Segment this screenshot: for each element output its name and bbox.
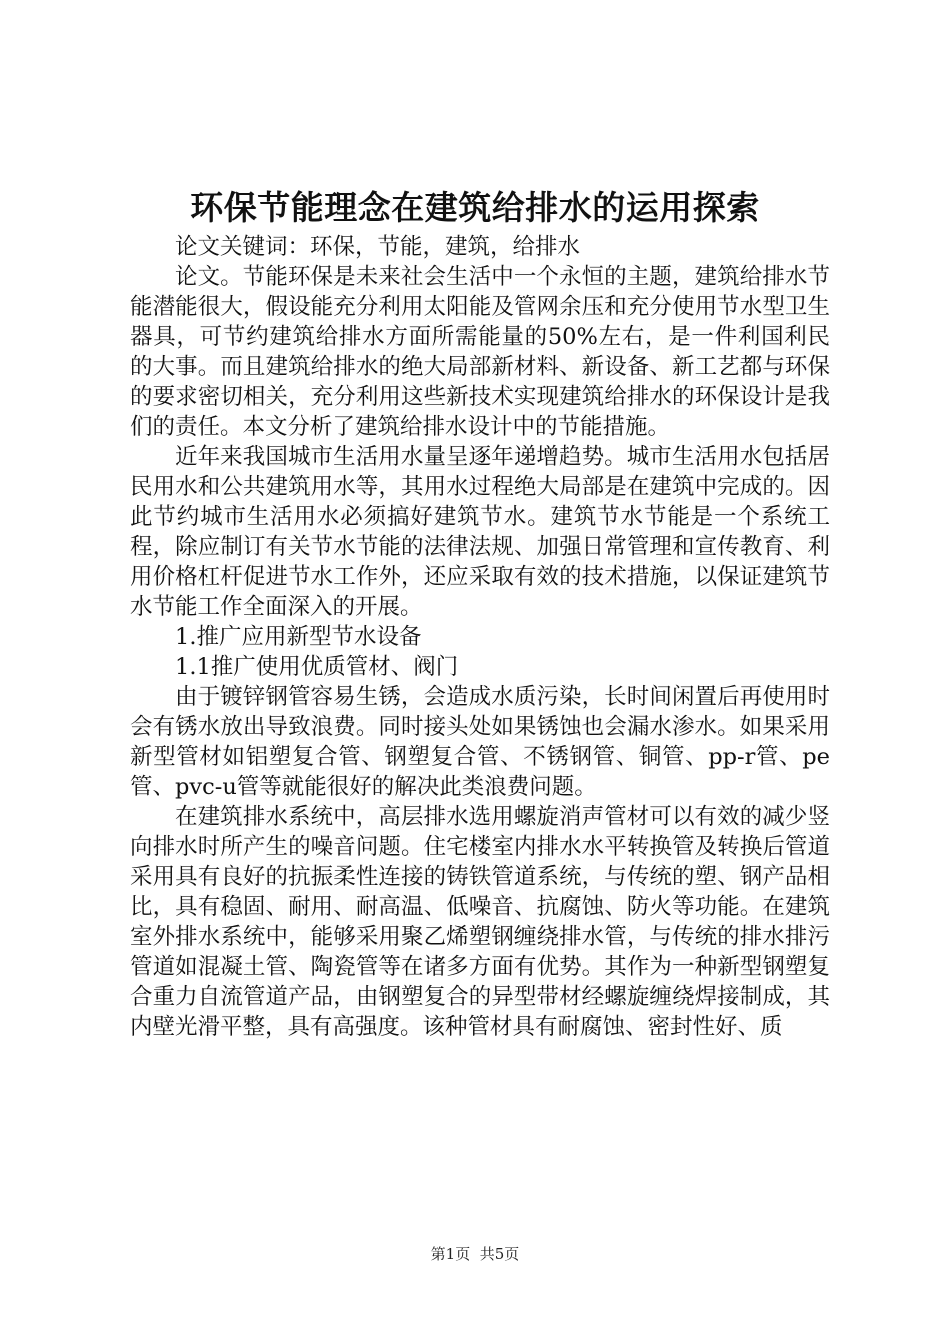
abstract-paragraph: 论文。节能环保是未来社会生活中一个永恒的主题，建筑给排水节能潜能很大，假设能充分利用太阳能及管网余压和充分使用节水型卫生器具，可节约建筑给排水方面所需能量的50%左右，是一件利国利民的大事。而且建筑给排水的绝大局部新材料、新设备、新工艺都与环保的要求密切相关，充分利用这些新技术实现建筑给排水的环保设计是我们的责任。本文分析了建筑给排水设计中的节能措施。 (130, 264, 830, 440)
document-body (130, 232, 830, 1042)
body-paragraph: 由于镀锌钢管容易生锈，会造成水质污染，长时间闲置后再使用时会有锈水放出导致浪费。同时接头处如果锈蚀也会漏水渗水。如果采用新型管材如铝塑复合管、钢塑复合管、不锈钢管、铜管、pp-r管、pe管、pvc-u管等就能很好的解决此类浪费问题。 (130, 684, 830, 800)
page-footer (0, 1244, 950, 1264)
page-total: 共5页 (479, 1245, 520, 1263)
body-paragraph: 在建筑排水系统中，高层排水选用螺旋消声管材可以有效的减少竖向排水时所产生的噪音问题。住宅楼室内排水水平转换管及转换后管道采用具有良好的抗振柔性连接的铸铁管道系统，与传统的塑、钢产品相比，具有稳固、耐用、耐高温、低噪音、抗腐蚀、防火等功能。在建筑室外排水系统中，能够采用聚乙烯塑钢缠绕排水管，与传统的排水排污管道如混凝土管、陶瓷管等在诸多方面有优势。其作为一种新型钢塑复合重力自流管道产品，由钢塑复合的异型带材经螺旋缠绕焊接制成，其内壁光滑平整，具有高强度。该种管材具有耐腐蚀、密封性好、质 (130, 804, 830, 1040)
section-heading: 1.推广应用新型节水设备 (175, 624, 422, 650)
keywords-paragraph: 论文关键词：环保，节能，建筑，给排水 (175, 234, 581, 260)
subsection-heading: 1.1推广使用优质管材、阀门 (175, 654, 459, 680)
page-number: 第1页 (430, 1245, 471, 1263)
document-title: 环保节能理念在建筑给排水的运用探索 (190, 188, 760, 227)
body-paragraph: 近年来我国城市生活用水量呈逐年递增趋势。城市生活用水包括居民用水和公共建筑用水等，其用水过程绝大局部是在建筑中完成的。因此节约城市生活用水必须搞好建筑节水。建筑节水节能是一个系统工程，除应制订有关节水节能的法律法规、加强日常管理和宣传教育、利用价格杠杆促进节水工作外，还应采取有效的技术措施，以保证建筑节水节能工作全面深入的开展。 (130, 444, 830, 620)
